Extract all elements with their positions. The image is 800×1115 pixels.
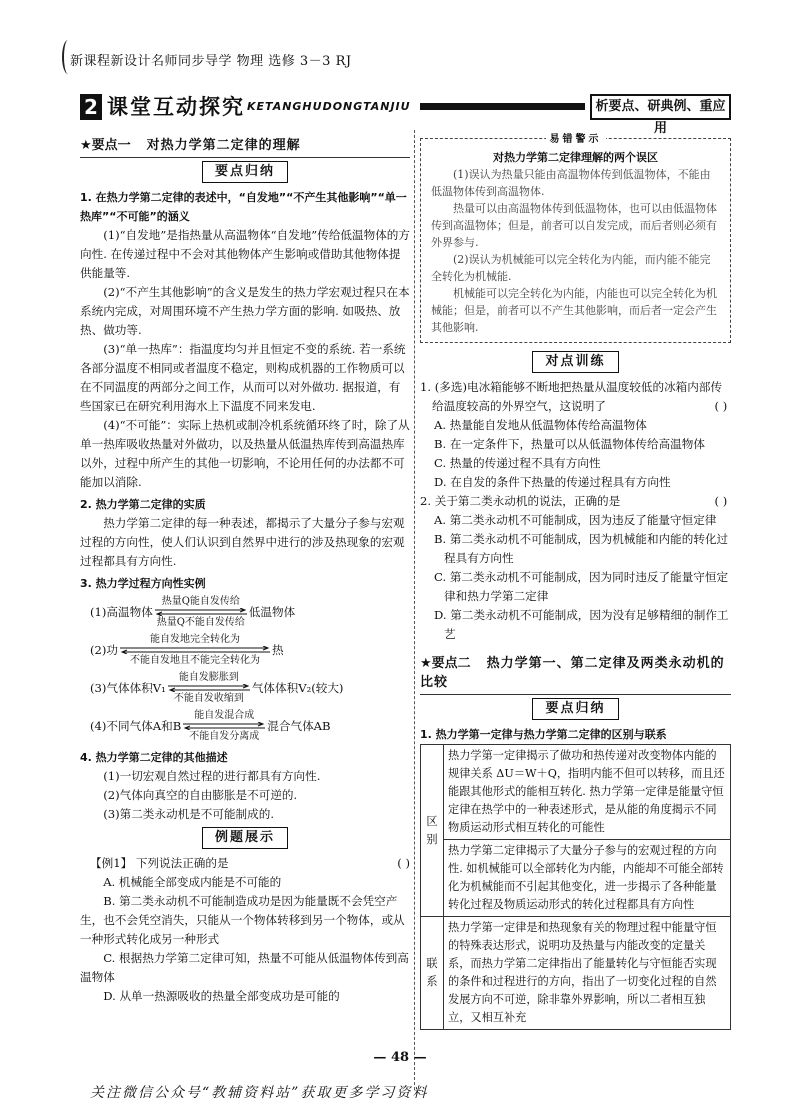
key-point-1-label: ★要点一 [80, 138, 131, 153]
option: B. 第二类永动机不可能制造成功是因为能量既不会凭空产生，也不会凭空消失，只能从一个物体转移到另一个物体，或从一种形式转化成另一种形式 [80, 894, 405, 946]
section-box-summary: 要点归纳 [80, 161, 410, 183]
footer-note: 关注微信公众号“教辅资料站”获取更多学习资料 [90, 1085, 429, 1101]
section-motto: 析要点、研典例、重应用 [590, 94, 731, 120]
warning-text: (1)误认为热量只能由高温物体传到低温物体，不能由低温物体传到高温物体. [431, 168, 711, 198]
description-item: (2)气体向真空的自由膨胀是不可逆的. [103, 788, 298, 802]
comparison-table [420, 744, 731, 1030]
answer-blank: ( ) [397, 856, 410, 870]
option: A. 机械能全部变成内能是不可能的 [103, 875, 282, 889]
option: A. 热量能自发地从低温物体传给高温物体 [434, 418, 647, 432]
double-arrow-icon [155, 608, 247, 616]
page-number: — 48 — [373, 1050, 427, 1065]
table-cell: 热力学第一定律是和热现象有关的物理过程中能量守恒的特殊表达形式，说明功及热量与内能改变的定量关系，而热力学第二定律指出了能量转化与守恒能否实现的条件和过程进行的方向，指出了一切变化过程的自然发展方向不可逆，除非靠外界影响，所以二者相互独立，又相互补充 [444, 917, 731, 1030]
subheading-5: 1. 热力学第一定律与热力学第二定律的区别与联系 [420, 728, 667, 741]
key-point-2-label: ★要点二 [420, 656, 471, 671]
subheading-2: 2. 热力学第二定律的实质 [80, 498, 206, 511]
option: D. 第二类永动机不可能制成，因为没有足够精细的制作工艺 [434, 608, 729, 641]
warning-title: 对热力学第二定律理解的两个误区 [493, 151, 658, 164]
option: B. 第二类永动机不可能制成，因为机械能和内能的转化过程具有方向性 [434, 532, 729, 565]
option: C. 热量的传递过程不具有方向性 [434, 456, 601, 470]
example-question: 【例1】 下列说法正确的是 ( ) [80, 854, 410, 873]
section-box-practice: 对点训练 [420, 351, 731, 373]
subheading-4: 4. 热力学第二定律的其他描述 [80, 751, 228, 764]
table-row [421, 917, 731, 1030]
section-box-example: 例题展示 [80, 827, 410, 849]
section-pinyin: KETANGHUDONGTANJIU [247, 100, 411, 113]
answer-blank: ( ) [714, 494, 728, 508]
description-item: (3)第二类永动机是不可能制成的. [103, 807, 275, 821]
warning-box [420, 134, 731, 343]
right-column [420, 130, 731, 1030]
option: A. 第二类永动机不可能制成，因为违反了能量守恒定律 [434, 513, 717, 527]
paragraph: (3)“单一热库”：指温度均匀并且恒定不变的系统. 若一系统各部分温度不相同或者温度不稳定，则构成机器的工作物质可以在不同温度的两部分之间工作，从而可以对外做功. 据报道，有些国家已在研究利用海水上下温度不同来发电. [80, 342, 406, 413]
double-arrow-icon [120, 646, 270, 654]
paragraph: (1)“自发地”是指热量从高温物体“自发地”传给低温物体的方向性. 在传递过程中不会对其他物体产生影响或借助其他物体提供能量等. [80, 228, 410, 280]
banner-bar [420, 103, 585, 110]
heading-rule [80, 157, 410, 158]
question-2: 2. 关于第二类永动机的说法，正确的是 ( ) [420, 492, 731, 511]
left-column [80, 130, 410, 1006]
option: B. 在一定条件下，热量可以从低温物体传给高温物体 [434, 437, 705, 451]
heading-rule [420, 694, 731, 695]
subheading-1: 1. 在热力学第二定律的表述中，“自发地”“不产生其他影响”“单一热库”“不可能”的涵义 [80, 191, 407, 223]
direction-example-3: (3)气体体积V₁ 能自发膨胀到 不能自发收缩到 气体体积V₂(较大) [90, 672, 344, 704]
double-arrow-icon [183, 722, 265, 730]
subheading-3: 3. 热力学过程方向性实例 [80, 577, 206, 590]
table-cell: 热力学第二定律揭示了大量分子参与的宏观过程的方向性. 如机械能可以全部转化为内能，内能却不可能全部转化为机械能而不引起其他变化，进一步揭示了各种能量转化过程及物质运动形式的转化过程都具有方向性 [444, 840, 731, 917]
running-header: 新课程新设计名师同步导学 物理 选修 3－3 RJ [70, 54, 352, 69]
row-label-difference: 区别 [421, 745, 444, 917]
table-cell: 热力学第一定律揭示了做功和热传递对改变物体内能的规律关系 ΔU＝W＋Q，指明内能不但可以转移，而且还能跟其他形式的能相互转化. 热力学第一定律是能量守恒定律在热学中的一种表述形式，是从能的角度揭示不同物质运动形式相互转化的可能性 [444, 745, 731, 840]
key-point-1-heading [80, 134, 410, 153]
warning-text: 机械能可以完全转化为内能，内能也可以完全转化为机械能；但是，前者可以不产生其他影响，而后者一定会产生其他影响. [431, 287, 717, 334]
section-box-summary-2: 要点归纳 [420, 698, 731, 720]
warning-text: (2)误认为机械能可以完全转化为内能，而内能不能完全转化为机械能. [431, 253, 711, 283]
table-row [421, 840, 731, 917]
paragraph: (2)“不产生其他影响”的含义是发生的热力学宏观过程只在本系统内完成，对周围环境不产生热力学方面的影响. 如吸热、放热、做功等. [80, 285, 410, 337]
double-arrow-icon [168, 684, 250, 692]
warning-text: 热量可以由高温物体传到低温物体，也可以由低温物体传到高温物体；但是，前者可以自发完成，而后者则必须有外界参与. [431, 202, 717, 249]
warning-tag: 易错警示 [546, 130, 606, 145]
column-divider [414, 130, 415, 1090]
option: D. 从单一热源吸收的热量全部变成功是可能的 [103, 989, 340, 1003]
key-point-1-title: 对热力学第二定律的理解 [146, 138, 301, 153]
option: C. 根据热力学第二定律可知，热量不可能从低温物体传到高温物体 [80, 951, 409, 984]
direction-example-4: (4)不同气体A和B 能自发混合成 不能自发分离成 混合气体AB [90, 710, 331, 742]
section-title: 课堂互动探究 [107, 95, 245, 119]
section-number: 2 [80, 94, 102, 120]
paragraph: (4)“不可能”：实际上热机或制冷机系统循环终了时，除了从单一热库吸收热量对外做功，以及热量从低温热库传到高温热库以外，过程中所产生的其他一切影响，不论用任何的办法都不可能加以消除. [80, 418, 410, 489]
row-label-connection: 联系 [421, 917, 444, 1030]
key-point-2-heading [420, 652, 731, 690]
section-banner [80, 94, 731, 136]
paragraph: 热力学第二定律的每一种表述，都揭示了大量分子参与宏观过程的方向性，使人们认识到自然界中进行的涉及热现象的宏观过程都具有方向性. [80, 516, 405, 568]
option: D. 在自发的条件下热量的传递过程具有方向性 [434, 475, 671, 489]
table-row [421, 745, 731, 840]
answer-blank: ( ) [714, 399, 728, 413]
direction-example-2: (2)功 能自发地完全转化为 不能自发地且不能完全转化为 热 [90, 634, 284, 666]
option: C. 第二类永动机不可能制成，因为同时违反了能量守恒定律和热力学第二定律 [434, 570, 729, 603]
description-item: (1)一切宏观自然过程的进行都具有方向性. [103, 769, 321, 783]
key-point-2-title: 热力学第一、第二定律及两类永动机的比较 [420, 656, 725, 690]
direction-example-1: (1)高温物体 热量Q能自发传给 热量Q不能自发传给 低温物体 [90, 596, 296, 628]
question-1: 1. (多选)电冰箱能够不断地把热量从温度较低的冰箱内部传给温度较高的外界空气，这说明了 ( ) [420, 378, 731, 416]
